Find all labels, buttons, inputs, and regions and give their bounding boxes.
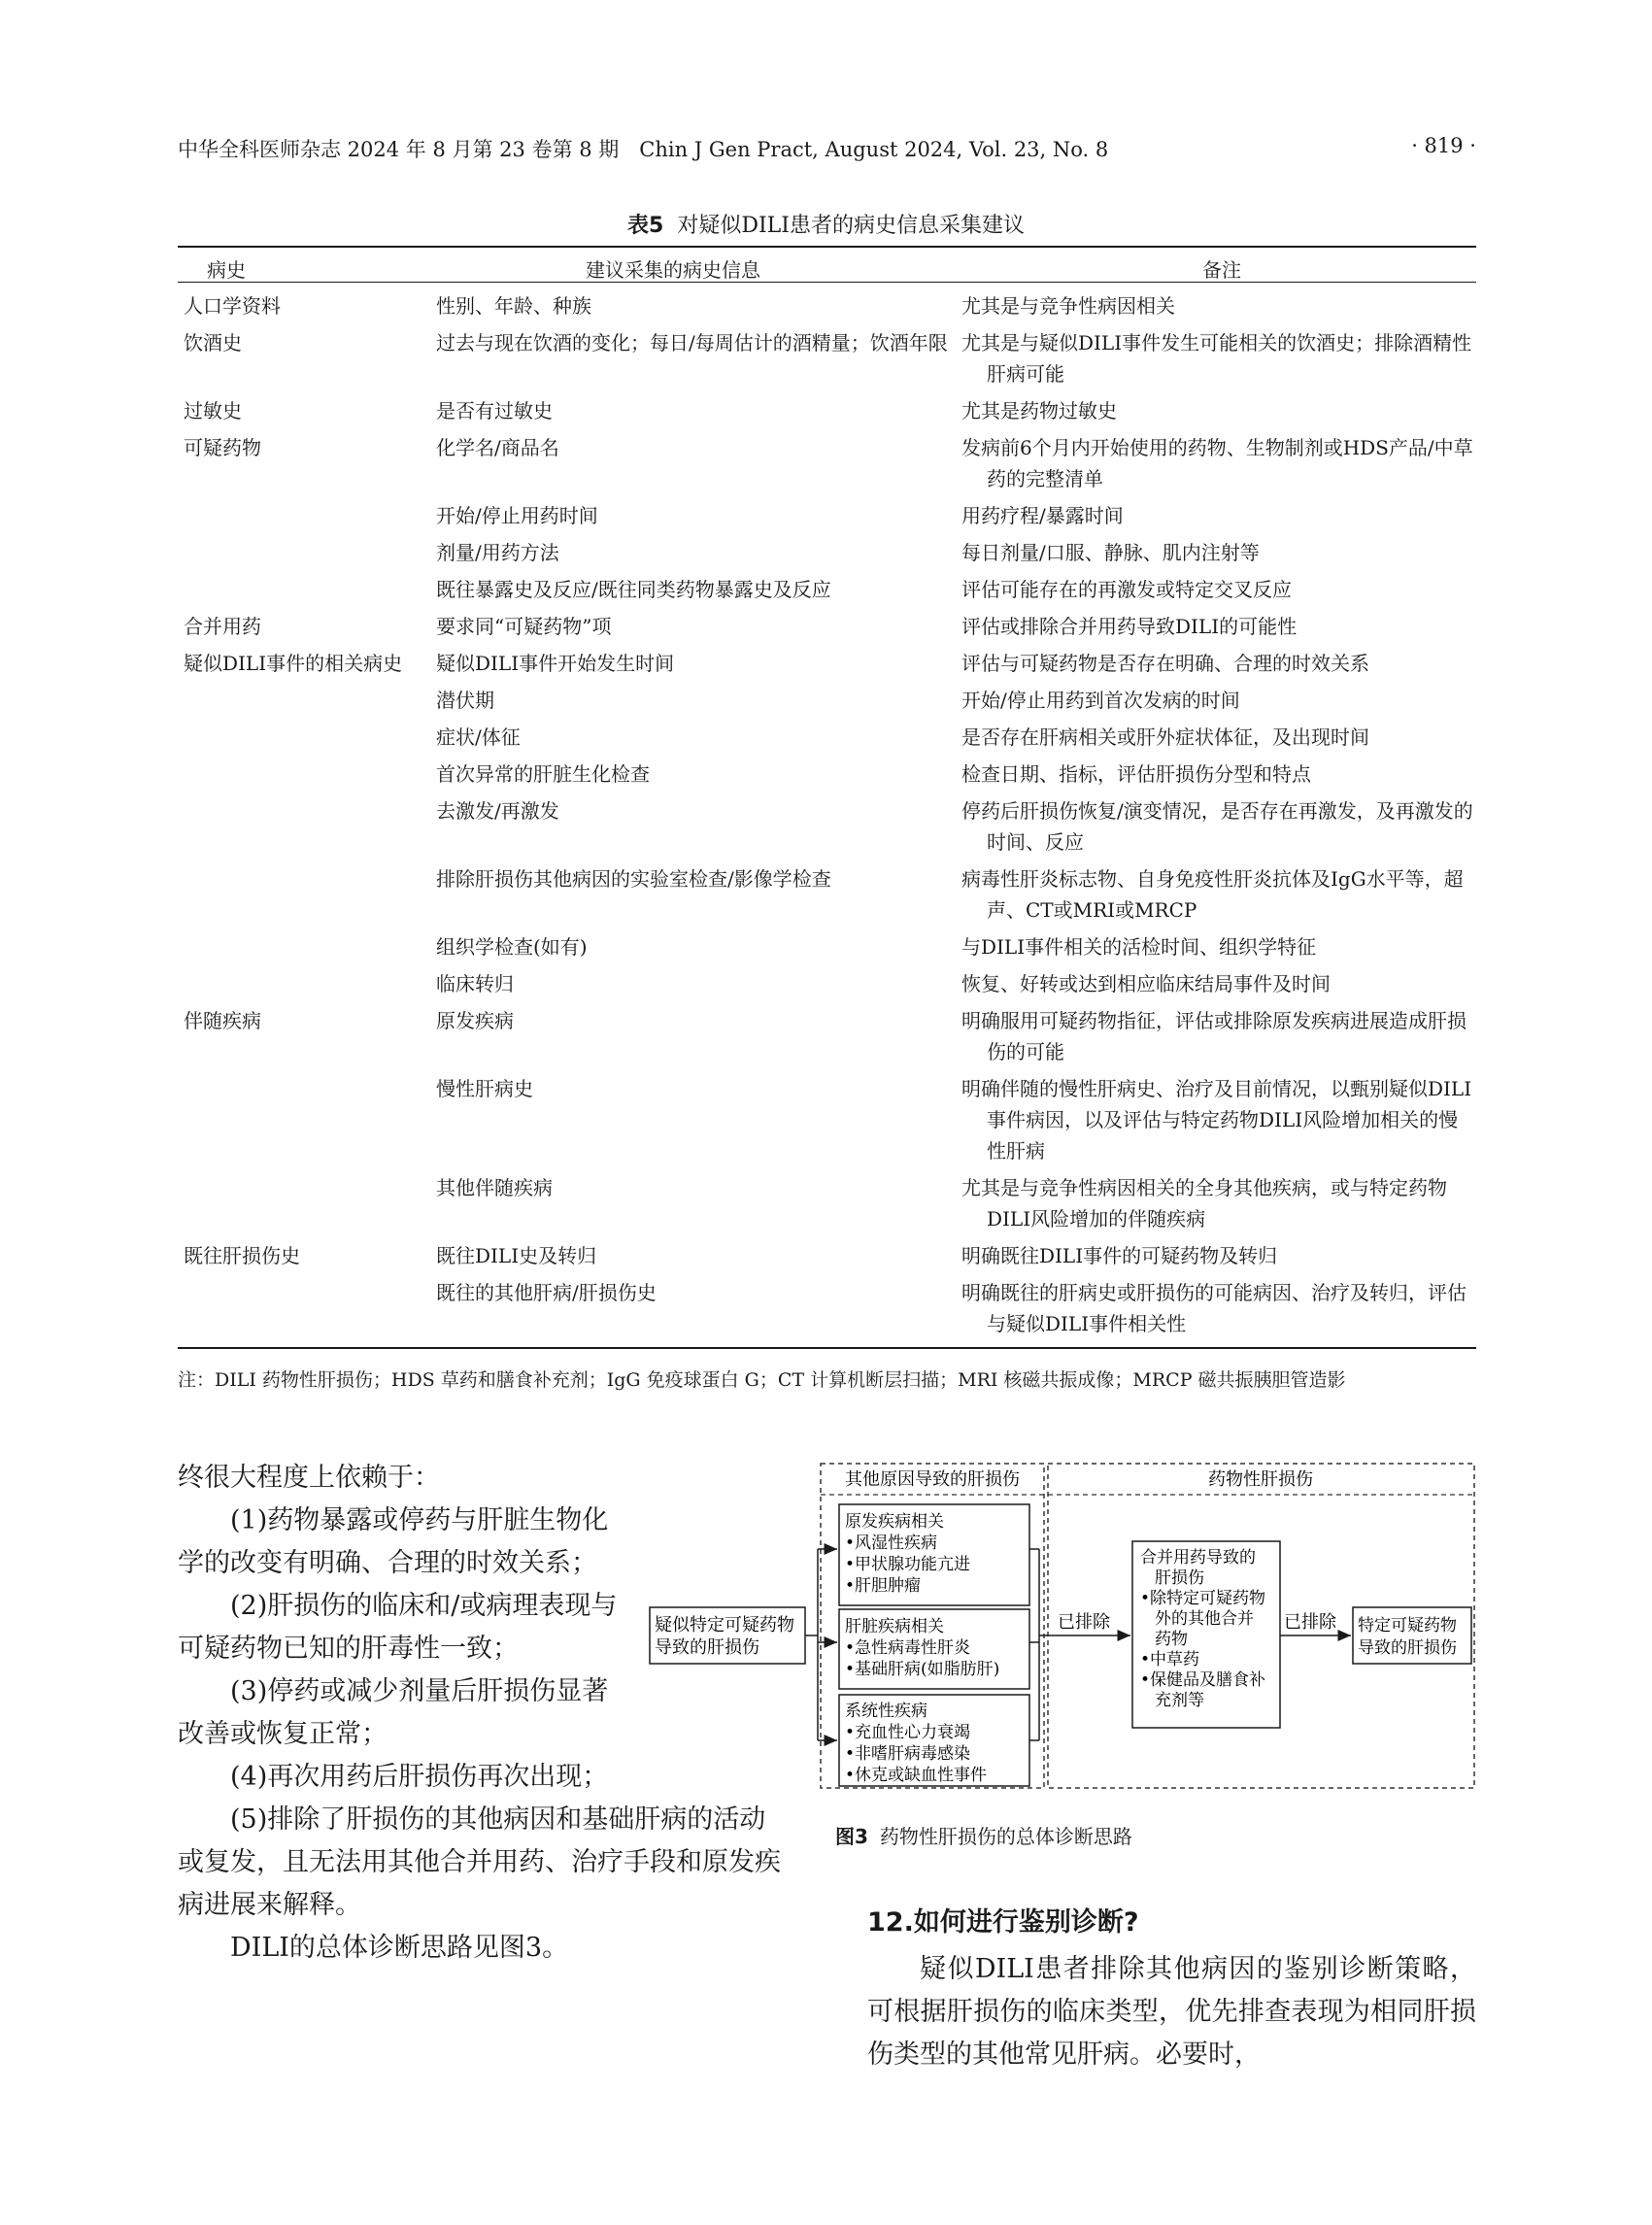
group-line: •基础肝病(如脂肪肝) [845, 1660, 1000, 1679]
group-line: •休克或缺血性事件 [845, 1766, 988, 1785]
row-note: 是否存在肝病相关或肝外症状体征，及出现时间 [961, 725, 1369, 749]
row-info: 既往暴露史及反应/既往同类药物暴露史及反应 [436, 578, 831, 601]
box-line: •中草药 [1140, 1650, 1200, 1669]
criterion-item: (3)停药或减少剂量后肝损伤显著改善或恢复正常； [178, 1676, 609, 1749]
journal-citation: 中华全科医师杂志 2024 年 8 月第 23 卷第 8 期 Chin J Gen Pract, August 2024, Vol. 23, No. 8 [178, 138, 1109, 161]
row-info: 其他伴随疾病 [436, 1176, 553, 1199]
row-note: 评估或排除合并用药导致DILI的可能性 [961, 615, 1298, 638]
row-info: 临床转归 [436, 972, 514, 995]
row-category: 可疑药物 [184, 436, 261, 459]
row-info: 要求同“可疑药物”项 [436, 615, 612, 638]
table-bottom-rule [178, 1347, 1476, 1349]
row-note: 尤其是药物过敏史 [961, 399, 1117, 422]
end-box-line: 特定可疑药物 [1358, 1616, 1457, 1635]
row-note: 停药后肝损伤恢复/演变情况，是否存在再激发，及再激发的时间、反应 [961, 799, 1473, 854]
row-info: 性别、年龄、种族 [436, 294, 591, 318]
section-heading: 12.如何进行鉴别诊断? [867, 1907, 1139, 1938]
group-line: 肝脏疾病相关 [845, 1617, 944, 1636]
table-label: 表5 [627, 214, 664, 238]
table-row [178, 646, 1476, 683]
table-top-rule [178, 246, 1476, 248]
row-info: 慢性肝病史 [436, 1077, 533, 1100]
group-line: 系统性疾病 [845, 1702, 927, 1721]
table-row [178, 1170, 1476, 1238]
table-row [178, 535, 1476, 572]
group-line: •肝胆肿瘤 [845, 1576, 922, 1596]
figure-label: 图3 [835, 1825, 868, 1848]
table-row [178, 861, 1476, 929]
group-line: •急性病毒性肝炎 [845, 1638, 971, 1658]
table-row [178, 683, 1476, 720]
row-note: 尤其是与竞争性病因相关 [961, 294, 1175, 318]
table-row [178, 393, 1476, 430]
start-box-line: 导致的肝损伤 [655, 1637, 759, 1658]
box-line: 药物 [1155, 1630, 1188, 1649]
group-line: 原发疾病相关 [845, 1512, 944, 1532]
row-note: 尤其是与竞争性病因相关的全身其他疾病，或与特定药物DILI风险增加的伴随疾病 [961, 1176, 1447, 1230]
box-line: 肝损伤 [1155, 1568, 1204, 1588]
table-row [178, 757, 1476, 793]
table-row [178, 572, 1476, 609]
row-info: 去激发/再激发 [436, 799, 559, 823]
row-category [178, 574, 436, 605]
row-note: 评估与可疑药物是否存在明确、合理的时效关系 [961, 652, 1369, 675]
column-header: 备注 [1202, 258, 1241, 282]
box-line: •除特定可疑药物 [1140, 1589, 1266, 1608]
table-row [178, 609, 1476, 646]
row-category [178, 1172, 436, 1234]
box-line: •保健品及膳食补 [1140, 1670, 1266, 1690]
row-info: 排除肝损伤其他病因的实验室检查/影像学检查 [436, 867, 831, 891]
table-row [178, 929, 1476, 966]
figure-caption [835, 1821, 1132, 1849]
end-box-line: 导致的肝损伤 [1358, 1638, 1457, 1658]
row-note: 明确既往的肝病史或肝损伤的可能病因、治疗及转归，评估与疑似DILI事件相关性 [961, 1281, 1467, 1335]
table-title: 对疑似DILI患者的病史信息采集建议 [677, 214, 1025, 238]
group-line: •风湿性疾病 [845, 1534, 938, 1553]
row-note: 每日剂量/口服、静脉、肌内注射等 [961, 541, 1260, 564]
table-row [178, 1238, 1476, 1275]
row-category: 合并用药 [184, 615, 261, 638]
row-info: 既往DILI史及转归 [436, 1244, 597, 1267]
table-body [178, 288, 1476, 1343]
table-row [178, 1275, 1476, 1343]
right-section-title: 药物性肝损伤 [1208, 1469, 1313, 1490]
row-info: 组织学检查(如有) [436, 935, 588, 959]
paragraph-closing: DILI的总体诊断思路见图3。 [230, 1933, 569, 1963]
criterion-item: (4)再次用药后肝损伤再次出现； [230, 1762, 609, 1792]
box-line: 充剂等 [1155, 1691, 1204, 1710]
table-footnote: 注：DILI 药物性肝损伤；HDS 草药和膳食补充剂；IgG 免疫球蛋白 G；CT 计算机断层扫描；MRI 核磁共振成像；MRCP 磁共振胰胆管造影 [178, 1369, 1346, 1391]
row-info: 潜伏期 [436, 689, 494, 712]
page-number: · 819 · [1411, 134, 1476, 157]
figure-title: 药物性肝损伤的总体诊断思路 [879, 1825, 1132, 1848]
row-category: 既往肝损伤史 [184, 1244, 300, 1267]
paragraph-lead: 终很大程度上依赖于： [178, 1463, 440, 1493]
row-category [178, 931, 436, 962]
excluded-label: 已排除 [1058, 1612, 1110, 1633]
running-header [178, 134, 1476, 163]
criterion-item: (1)药物暴露或停药与肝脏生物化学的改变有明确、合理的时效关系； [178, 1505, 609, 1578]
table-row [178, 288, 1476, 325]
row-category: 过敏史 [184, 399, 242, 422]
row-note: 评估可能存在的再激发或特定交叉反应 [961, 578, 1292, 601]
row-category [178, 685, 436, 716]
table-row [178, 1003, 1476, 1071]
row-note: 明确服用可疑药物指征，评估或排除原发疾病进展造成肝损伤的可能 [961, 1009, 1467, 1063]
table-caption [0, 209, 1652, 239]
row-note: 恢复、好转或达到相应临床结局事件及时间 [961, 972, 1331, 995]
row-category [178, 722, 436, 753]
row-category [178, 795, 436, 858]
row-info: 疑似DILI事件开始发生时间 [436, 652, 675, 675]
row-category [178, 500, 436, 531]
table-row [178, 1071, 1476, 1170]
row-info: 过去与现在饮酒的变化；每日/每周估计的酒精量；饮酒年限 [436, 331, 948, 354]
table-row [178, 498, 1476, 535]
table-header-rule [178, 282, 1476, 283]
body-paragraph: 疑似DILI患者排除其他病因的鉴别诊断策略，可根据肝损伤的临床类型，优先排查表现为相同肝损伤类型的其他常见肝病。必要时， [867, 1954, 1476, 2070]
row-category [178, 537, 436, 568]
table-row [178, 793, 1476, 861]
row-note: 明确既往DILI事件的可疑药物及转归 [961, 1244, 1278, 1267]
table-row [178, 430, 1476, 498]
group-line: •甲状腺功能亢进 [845, 1555, 971, 1574]
row-category [178, 863, 436, 926]
box-line: 合并用药导致的 [1140, 1548, 1256, 1568]
criterion-item: (5)排除了肝损伤的其他病因和基础肝病的活动或复发，且无法用其他合并用药、治疗手段和原发疾病进展来解释。 [178, 1804, 781, 1920]
row-info: 既往的其他肝病/肝损伤史 [436, 1281, 657, 1304]
row-note: 开始/停止用药到首次发病的时间 [961, 689, 1240, 712]
row-category [178, 759, 436, 790]
right-column-text [867, 1902, 1476, 2076]
row-info: 症状/体征 [436, 725, 521, 749]
excluded-label: 已排除 [1284, 1612, 1336, 1633]
row-info: 首次异常的肝脏生化检查 [436, 762, 650, 786]
row-info: 开始/停止用药时间 [436, 504, 598, 527]
row-category [178, 968, 436, 999]
row-category: 饮酒史 [184, 331, 242, 354]
box-line: 外的其他合并 [1155, 1609, 1254, 1629]
row-category: 疑似DILI事件的相关病史 [184, 652, 403, 675]
row-note: 明确伴随的慢性肝病史、治疗及目前情况，以甄别疑似DILI事件病因，以及评估与特定药物DILI风险增加相关的慢性肝病 [961, 1077, 1472, 1163]
row-note: 发病前6个月内开始使用的药物、生物制剂或HDS产品/中草药的完整清单 [961, 436, 1473, 490]
table-row [178, 966, 1476, 1003]
diagnosis-flowchart [648, 1462, 1476, 1792]
start-box-line: 疑似特定可疑药物 [655, 1615, 794, 1635]
row-info: 原发疾病 [436, 1009, 514, 1032]
row-category: 伴随疾病 [184, 1009, 261, 1032]
table-row [178, 720, 1476, 757]
column-header: 病史 [207, 258, 246, 282]
row-info: 剂量/用药方法 [436, 541, 559, 564]
row-info: 是否有过敏史 [436, 399, 553, 422]
group-line: •充血性心力衰竭 [845, 1723, 971, 1742]
criterion-item: (2)肝损伤的临床和/或病理表现与可疑药物已知的肝毒性一致； [178, 1591, 618, 1664]
row-category [178, 1073, 436, 1166]
left-section-title: 其他原因导致的肝损伤 [845, 1469, 1020, 1490]
row-category: 人口学资料 [184, 294, 281, 318]
group-line: •非嗜肝病毒感染 [845, 1744, 971, 1764]
row-note: 检查日期、指标，评估肝损伤分型和特点 [961, 762, 1311, 786]
row-info: 化学名/商品名 [436, 436, 559, 459]
row-note: 病毒性肝炎标志物、自身免疫性肝炎抗体及IgG水平等，超声、CT或MRI或MRCP [961, 867, 1464, 922]
table-row [178, 325, 1476, 393]
row-note: 用药疗程/暴露时间 [961, 504, 1124, 527]
row-category [178, 1277, 436, 1339]
row-note: 尤其是与疑似DILI事件发生可能相关的饮酒史；排除酒精性肝病可能 [961, 331, 1472, 386]
column-header: 建议采集的病史信息 [586, 258, 760, 282]
row-note: 与DILI事件相关的活检时间、组织学特征 [961, 935, 1317, 959]
